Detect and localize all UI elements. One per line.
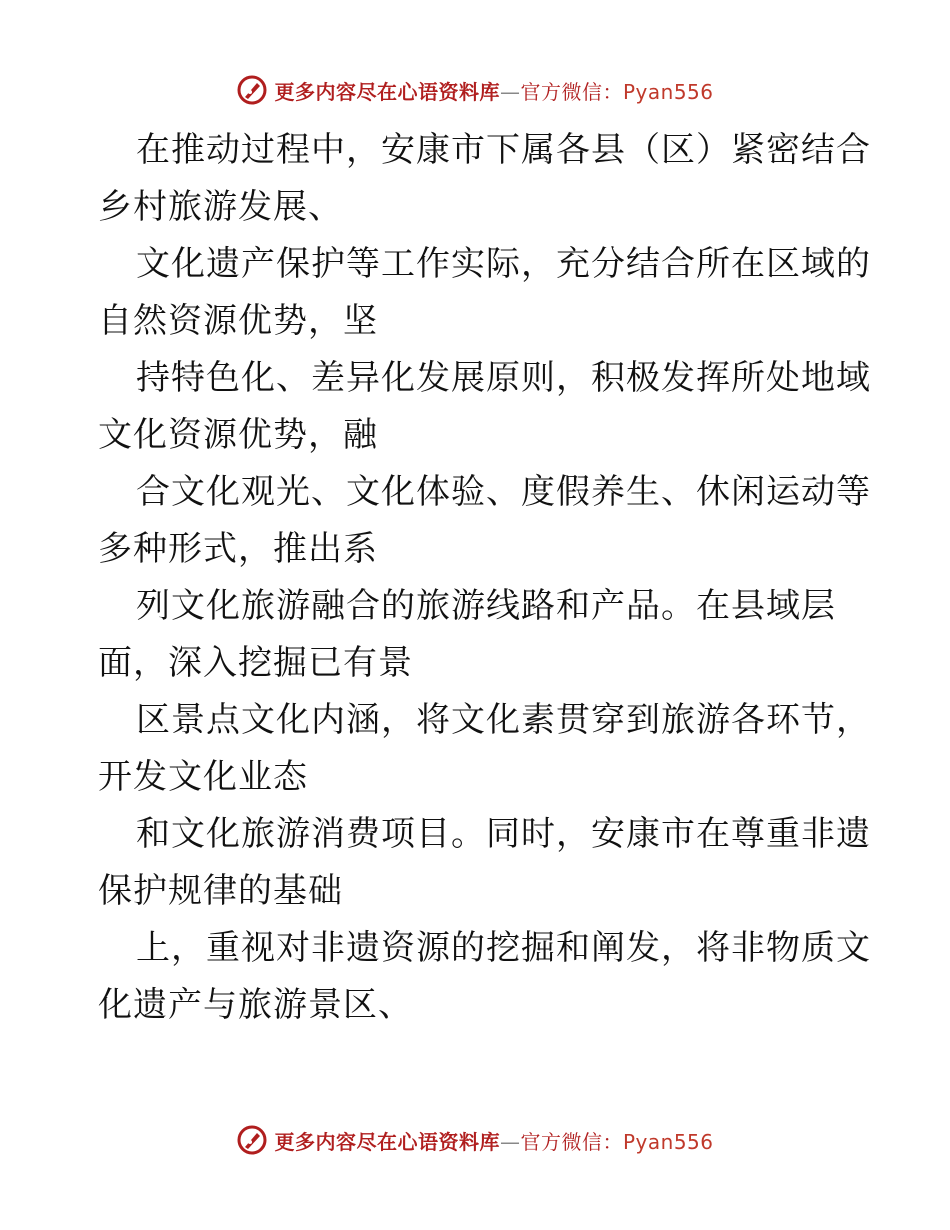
text-line: 持特色化、差异化发展原则，积极发挥所处地域 <box>136 358 871 398</box>
document-body <box>98 122 871 1034</box>
text-line: 上，重视对非遗资源的挖掘和阐发，将非物质文 <box>136 928 871 968</box>
text-line: 文化遗产保护等工作实际，充分结合所在区域的 <box>136 244 871 284</box>
header-wechat-id: Pyan556 <box>622 79 714 104</box>
text-line: 多种形式，推出系 <box>98 529 378 569</box>
text-line: 列文化旅游融合的旅游线路和产品。在县域层 <box>136 586 836 626</box>
header-wechat-label: 官方微信： <box>520 79 623 104</box>
text-line: 化遗产与旅游景区、 <box>98 985 413 1025</box>
footer-wechat-label: 官方微信： <box>520 1129 623 1154</box>
text-line: 在推动过程中，安康市下属各县（区）紧密结合 <box>136 130 871 170</box>
header-brand: 更多内容尽在心语资料库 <box>274 79 500 104</box>
header-banner <box>0 70 950 110</box>
text-line: 保护规律的基础 <box>98 871 343 911</box>
pen-nib-circle-icon <box>236 1124 268 1156</box>
pen-nib-circle-icon <box>236 74 268 106</box>
text-line: 文化资源优势，融 <box>98 415 378 455</box>
footer-separator: — <box>499 1129 521 1154</box>
header-text <box>274 76 713 105</box>
header-separator: — <box>499 79 521 104</box>
text-line: 面，深入挖掘已有景 <box>98 643 413 683</box>
text-line: 自然资源优势，坚 <box>98 301 378 341</box>
footer-wechat-id: Pyan556 <box>622 1129 714 1154</box>
text-line: 合文化观光、文化体验、度假养生、休闲运动等 <box>136 472 871 512</box>
footer-text <box>274 1126 713 1155</box>
text-line: 和文化旅游消费项目。同时，安康市在尊重非遗 <box>136 814 871 854</box>
text-line: 乡村旅游发展、 <box>98 187 343 227</box>
footer-banner <box>0 1120 950 1160</box>
text-line: 区景点文化内涵，将文化素贯穿到旅游各环节， <box>136 700 871 740</box>
footer-brand: 更多内容尽在心语资料库 <box>274 1129 500 1154</box>
text-line: 开发文化业态 <box>98 757 308 797</box>
